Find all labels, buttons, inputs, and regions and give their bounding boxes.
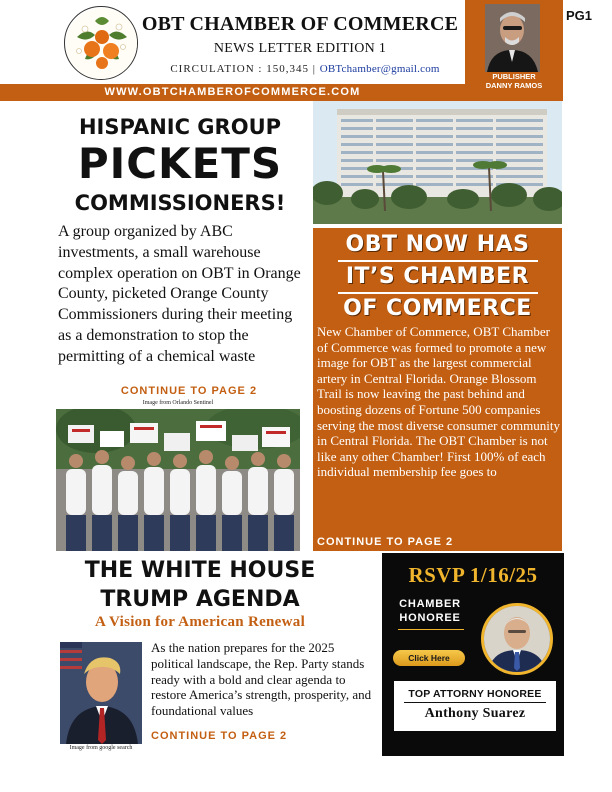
chamber-logo <box>64 6 138 80</box>
orange-blossom-logo-icon <box>65 7 138 80</box>
chamber-headline <box>313 230 562 324</box>
page-number: PG1 <box>566 8 593 23</box>
masthead-title: OBT CHAMBER OF COMMERCE <box>141 13 459 35</box>
publisher-photo <box>485 4 540 72</box>
chamber-story-body: New Chamber of Commerce, OBT Chamber of Commerce was formed to promote a new image for OBT as the largest commercial artery in Central Florida. Orange Blossom Trail is now leaving the past behind and boosting dozens of Fortune 500 companies serving the most diverse consumer community in Central Florida. The OBT Chamber is not like any other Chamber! First 100% of each individual membership fee goes to <box>317 324 560 480</box>
publisher-name: DANNY RAMOS <box>485 81 543 90</box>
lead-image-credit: Image from Orlando Sentinel <box>142 400 214 406</box>
publisher-portrait-icon <box>485 4 540 72</box>
trump-portrait-icon <box>60 642 142 744</box>
circulation-line <box>150 63 460 75</box>
lead-story-body: A group organized by ABC investments, a small warehouse complex operation on OBT in Orange County, picketed Orange County Commissioners during their meeting as a demonstration to stop the permitting of a chemical waste <box>58 223 301 365</box>
honoree-label-line1: CHAMBER <box>399 598 461 610</box>
chamber-continue-link[interactable]: CONTINUE TO PAGE 2 <box>317 536 454 548</box>
website-link[interactable]: WWW.OBTCHAMBEROFCOMMERCE.COM <box>104 86 361 98</box>
honoree-portrait-icon <box>484 606 550 672</box>
circulation-count: CIRCULATION : 150,345 | <box>170 63 316 75</box>
hotel-photo <box>313 101 562 224</box>
protest-photo <box>56 409 300 551</box>
publisher-label: PUBLISHER <box>492 72 536 81</box>
contact-email-link[interactable]: OBTchamber@gmail.com <box>319 63 440 75</box>
trump-headline-line2: TRUMP AGENDA <box>100 587 300 612</box>
trump-subtitle: A Vision for American Renewal <box>94 614 306 630</box>
edition-label: NEWS LETTER EDITION 1 <box>213 41 387 56</box>
lead-headline-bottom: COMMISSIONERS! <box>74 191 286 215</box>
honoree-divider <box>398 629 464 630</box>
trump-image-credit: Image from google search <box>69 745 133 751</box>
trump-story-body: As the nation prepares for the 2025 political landscape, the Rep. Party stands ready with a bold and clear agenda to restore America’s strength, prosperity, and foundational values <box>151 640 372 719</box>
rsvp-click-here-button[interactable]: Click Here <box>393 650 465 666</box>
trump-headline-line1: THE WHITE HOUSE <box>84 558 316 583</box>
protest-crowd-icon <box>56 409 300 551</box>
chamber-headline-line2: IT’S CHAMBER <box>345 264 530 289</box>
lead-headline-main: PICKETS <box>77 139 283 188</box>
chamber-headline-line3: OF COMMERCE <box>343 296 532 321</box>
honoree-label-line2: HONOREE <box>399 612 461 624</box>
hotel-building-icon <box>313 101 562 224</box>
award-title: TOP ATTORNY HONOREE <box>408 688 542 700</box>
lead-headline-top: HISPANIC GROUP <box>78 115 282 139</box>
honoree-photo <box>481 603 553 675</box>
trump-photo <box>60 642 142 744</box>
trump-continue-link[interactable]: CONTINUE TO PAGE 2 <box>151 730 288 742</box>
chamber-headline-line1: OBT NOW HAS <box>345 232 530 257</box>
honoree-name: Anthony Suarez <box>424 706 526 721</box>
rsvp-title: RSVP 1/16/25 <box>408 563 538 587</box>
publisher-caption <box>465 72 563 90</box>
award-divider <box>404 702 546 703</box>
lead-continue-link[interactable]: CONTINUE TO PAGE 2 <box>120 385 258 397</box>
